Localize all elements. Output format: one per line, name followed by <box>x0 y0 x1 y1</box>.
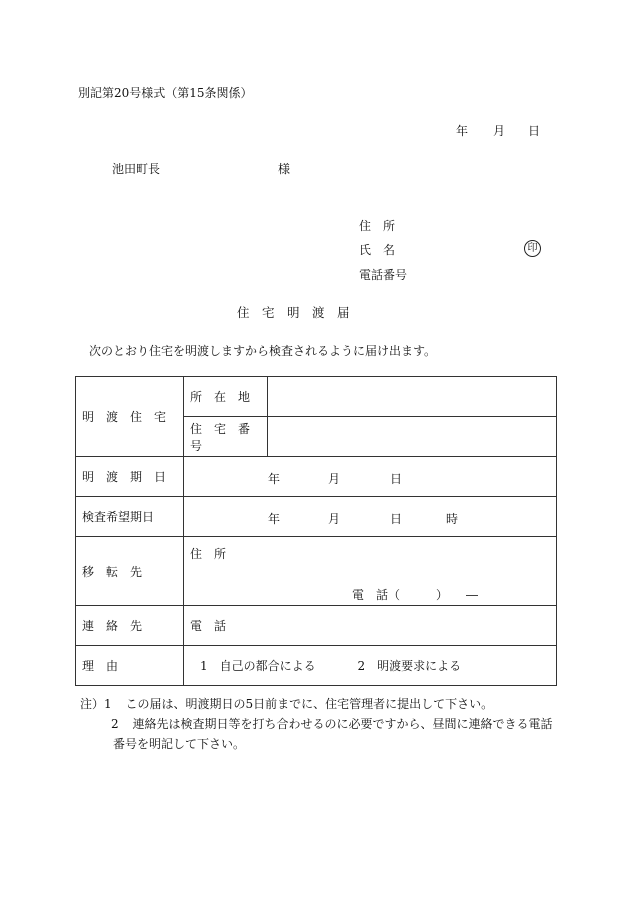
notes <box>80 694 552 754</box>
contact-label: 連 絡 先 <box>76 606 184 646</box>
note-prefix: 注）1 <box>80 697 112 711</box>
reason-option-1[interactable]: 1 自己の都合による <box>200 659 316 673</box>
housing-label: 明 渡 住 宅 <box>76 377 184 457</box>
inspection-day-label: 日 <box>390 511 403 526</box>
vacate-day-label: 日 <box>390 471 403 486</box>
document-title: 住 宅 明 渡 届 <box>237 305 350 320</box>
contact-field[interactable] <box>184 606 557 646</box>
move-to-field[interactable] <box>184 537 557 606</box>
table-row <box>76 497 557 537</box>
move-to-label: 移 転 先 <box>76 537 184 606</box>
addressee: 池田町長 <box>112 162 161 176</box>
note-1-text: この届は、明渡期日の5日前までに、住宅管理者に提出して下さい。 <box>125 697 494 711</box>
inspection-date-field[interactable] <box>184 497 557 537</box>
note-1 <box>80 694 552 714</box>
vacate-month-label: 月 <box>328 471 341 486</box>
location-field[interactable] <box>268 377 557 417</box>
note-2-text-line-1: 連絡先は検査期日等を打ち合わせるのに必要ですから、昼間に連絡できる電話 <box>132 717 553 731</box>
honorific: 様 <box>278 162 291 176</box>
table-row <box>76 606 557 646</box>
vacate-date-label: 明 渡 期 日 <box>76 457 184 497</box>
table-row <box>76 457 557 497</box>
note-2-number: 2 <box>111 717 119 731</box>
reason-label: 理 由 <box>76 646 184 686</box>
table-row <box>76 377 557 417</box>
applicant-name-label: 氏 名 <box>359 243 396 257</box>
housing-number-field[interactable] <box>268 417 557 457</box>
date-month: 月 <box>493 124 506 138</box>
date-day: 日 <box>528 124 541 138</box>
inspection-month-label: 月 <box>328 511 341 526</box>
applicant-address-label: 住 所 <box>359 219 396 233</box>
applicant-phone-label: 電話番号 <box>359 268 408 282</box>
table-row <box>76 646 557 686</box>
move-to-phone-label: 電 話（ ） ― <box>352 588 479 602</box>
date-year: 年 <box>456 124 469 138</box>
table-row <box>76 537 557 606</box>
reason-field[interactable] <box>184 646 557 686</box>
note-2 <box>80 714 552 734</box>
vacate-date-field[interactable] <box>184 457 557 497</box>
housing-number-label: 住 宅 番 号 <box>184 417 268 457</box>
location-label: 所 在 地 <box>184 377 268 417</box>
note-2-continuation: 番号を明記して下さい。 <box>113 737 246 751</box>
form-number: 別記第20号様式（第15条関係） <box>78 86 253 100</box>
seal-mark: 印 <box>524 240 541 257</box>
move-to-address-label: 住 所 <box>190 547 227 561</box>
intro-text: 次のとおり住宅を明渡しますから検査されるように届け出ます。 <box>89 344 437 358</box>
reason-option-2[interactable]: 2 明渡要求による <box>357 659 462 673</box>
vacate-year-label: 年 <box>268 471 281 486</box>
contact-phone-label: 電 話 <box>190 619 227 633</box>
inspection-hour-label: 時 <box>446 511 459 526</box>
form-table <box>75 376 557 686</box>
inspection-year-label: 年 <box>268 511 281 526</box>
inspection-date-label: 検査希望期日 <box>76 497 184 537</box>
